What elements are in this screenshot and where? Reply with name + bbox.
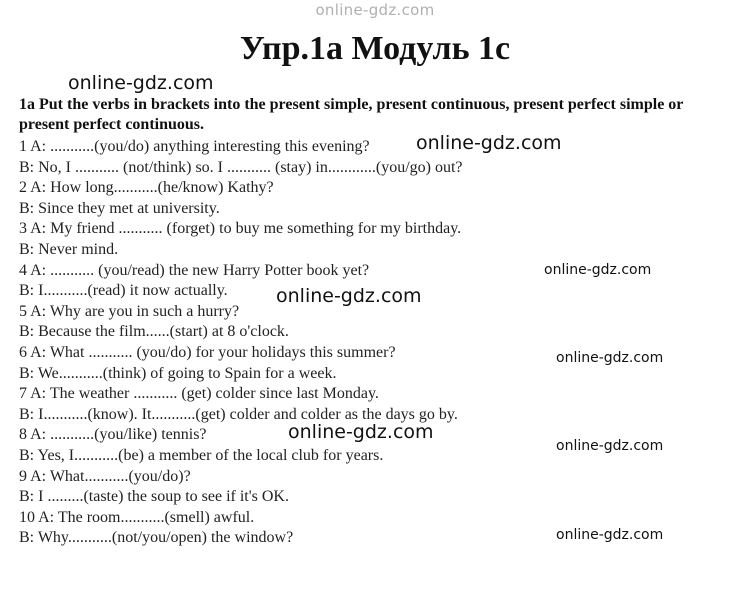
exercise-line: B: No, I ........... (not/think) so. I ........... (stay) in............(you/go) out? [19, 158, 463, 176]
exercise-list [19, 137, 539, 549]
watermark: online-gdz.com [416, 132, 562, 154]
watermark: online-gdz.com [288, 421, 434, 443]
exercise-line: B: I .........(taste) the soup to see if it's OK. [19, 488, 289, 506]
exercise-line: B: Yes, I...........(be) a member of the local club for years. [19, 446, 384, 464]
exercise-line: B: Never mind. [19, 240, 119, 258]
watermark: online-gdz.com [276, 285, 422, 307]
exercise-line: 3 A: My friend ........... (forget) to buy me something for my birthday. [19, 220, 462, 238]
exercise-line: 8 A: ...........(you/like) tennis? [19, 426, 207, 444]
exercise-line: B: Since they met at university. [19, 199, 220, 217]
exercise-line: 7 A: The weather ........... (get) colder since last Monday. [19, 385, 379, 403]
watermark-top: online-gdz.com [315, 1, 435, 19]
exercise-line: 1 A: ...........(you/do) anything interesting this evening? [19, 138, 370, 155]
exercise-line: 9 A: What...........(you/do)? [19, 467, 191, 485]
exercise-line: 4 A: ........... (you/read) the new Harry Potter book yet? [19, 261, 370, 279]
watermark: online-gdz.com [556, 350, 664, 366]
exercise-line: B: Why...........(not/you/open) the window? [19, 529, 294, 547]
exercise-line: 2 A: How long...........(he/know) Kathy? [19, 179, 274, 197]
exercise-line: 10 A: The room...........(smell) awful. [19, 508, 255, 526]
exercise-line: 6 A: What ........... (you/do) for your holidays this summer? [19, 343, 396, 361]
watermark: online-gdz.com [556, 527, 664, 543]
exercise-line: 5 A: Why are you in such a hurry? [19, 302, 240, 320]
page-title: Упр.1а Модуль 1с [239, 30, 511, 67]
watermark: online-gdz.com [68, 72, 214, 94]
watermark: online-gdz.com [556, 438, 664, 454]
exercise-line: B: I...........(read) it now actually. [19, 282, 228, 300]
exercise-instruction: 1a Put the verbs in brackets into the present simple, present continuous, present perfect simple or present perfect continuous. [19, 96, 684, 133]
watermark: online-gdz.com [544, 262, 652, 278]
exercise-line: B: I...........(know). It...........(get) colder and colder as the days go by. [19, 405, 458, 423]
exercise-line: B: Because the film......(start) at 8 o'clock. [19, 323, 289, 341]
exercise-line: B: We...........(think) of going to Spain for a week. [19, 364, 337, 382]
